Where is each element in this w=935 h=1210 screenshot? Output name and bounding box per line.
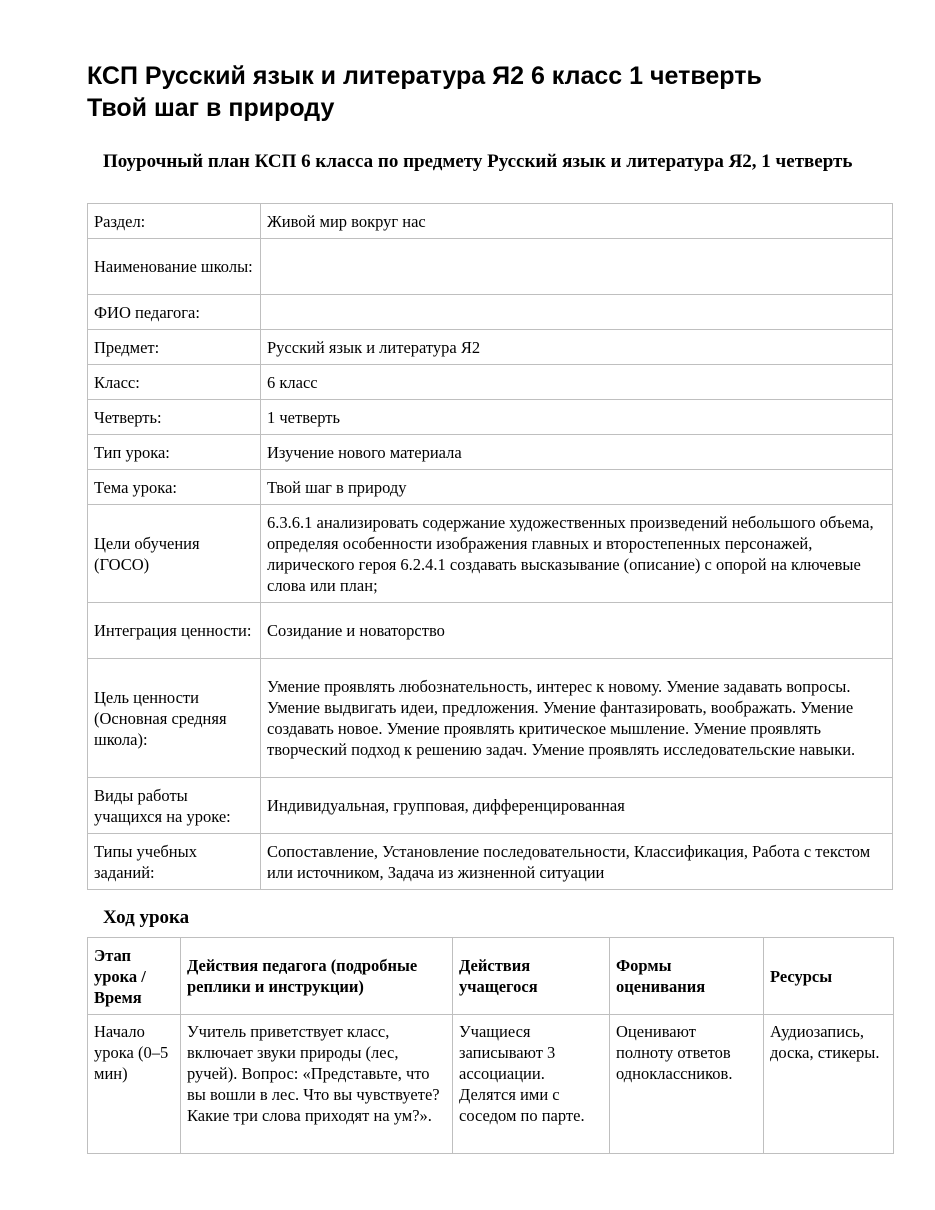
table-cell: Начало урока (0–5 мин)	[88, 1015, 181, 1154]
info-label: Раздел:	[88, 204, 261, 239]
info-label: Тип урока:	[88, 435, 261, 470]
column-header: Формы оценивания	[610, 938, 764, 1015]
lesson-heading: Ход урока	[103, 907, 190, 928]
column-header: Действия учащегося	[453, 938, 610, 1015]
table-row	[88, 435, 893, 470]
table-row	[88, 204, 893, 239]
info-label: Тема урока:	[88, 470, 261, 505]
table-row	[88, 295, 893, 330]
info-label: Цель ценности (Основная средняя школа):	[88, 659, 261, 778]
lesson-info-table	[87, 203, 893, 890]
info-value: 1 четверть	[261, 400, 893, 435]
table-cell: Учитель приветствует класс, включает звуки природы (лес, ручей). Вопрос: «Представьте, что вы вошли в лес. Что вы чувствуете? Какие три слова приходят на ум?».	[181, 1015, 453, 1154]
table-row	[88, 470, 893, 505]
info-label: Интеграция ценности:	[88, 603, 261, 659]
table-row	[88, 834, 893, 890]
table-cell: Оценивают полноту ответов одноклассников.	[610, 1015, 764, 1154]
info-value: Индивидуальная, групповая, дифференцированная	[261, 778, 893, 834]
info-label: Наименование школы:	[88, 239, 261, 295]
info-label: ФИО педагога:	[88, 295, 261, 330]
table-row	[88, 659, 893, 778]
table-row	[88, 330, 893, 365]
table-row	[88, 400, 893, 435]
table-cell: Аудиозапись, доска, стикеры.	[764, 1015, 894, 1154]
column-header: Ресурсы	[764, 938, 894, 1015]
info-label: Виды работы учащихся на уроке:	[88, 778, 261, 834]
plan-heading: Поурочный план КСП 6 класса по предмету Русский язык и литература Я2, 1 четверть	[103, 151, 853, 172]
info-value: Живой мир вокруг нас	[261, 204, 893, 239]
info-value	[261, 295, 893, 330]
info-value: Умение проявлять любознательность, интерес к новому. Умение задавать вопросы. Умение выдвигать идеи, предложения. Умение фантазировать, воображать. Умение создавать новое. Умение проявлять критическое мышление. Умение проявлять творческий подход к решению задач. Умение проявлять исследовательские навыки.	[261, 659, 893, 778]
info-value: 6 класс	[261, 365, 893, 400]
table-row	[88, 365, 893, 400]
column-header: Этап урока / Время	[88, 938, 181, 1015]
table-row	[88, 603, 893, 659]
info-label: Предмет:	[88, 330, 261, 365]
table-row	[88, 1015, 894, 1154]
info-value: Твой шаг в природу	[261, 470, 893, 505]
column-header: Действия педагога (подробные реплики и инструкции)	[181, 938, 453, 1015]
info-value: 6.3.6.1 анализировать содержание художественных произведений небольшого объема, определяя особенности изображения главных и второстепенных персонажей, лирического героя 6.2.4.1 создавать высказывание (описание) с опорой на ключевые слова или план;	[261, 505, 893, 603]
info-value: Изучение нового материала	[261, 435, 893, 470]
table-row	[88, 239, 893, 295]
info-label: Класс:	[88, 365, 261, 400]
info-value: Созидание и новаторство	[261, 603, 893, 659]
info-label: Четверть:	[88, 400, 261, 435]
document-title-line-2: Твой шаг в природу	[87, 94, 335, 122]
info-label: Цели обучения (ГОСО)	[88, 505, 261, 603]
table-cell: Учащиеся записывают 3 ассоциации. Делятся ими с соседом по парте.	[453, 1015, 610, 1154]
table-row	[88, 505, 893, 603]
lesson-flow-table	[87, 937, 894, 1154]
document-title	[87, 60, 887, 124]
info-value	[261, 239, 893, 295]
table-row	[88, 778, 893, 834]
table-header-row	[88, 938, 894, 1015]
info-label: Типы учебных заданий:	[88, 834, 261, 890]
document-title-line-1: КСП Русский язык и литература Я2 6 класс 1 четверть	[87, 62, 762, 90]
info-value: Сопоставление, Установление последовательности, Классификация, Работа с текстом или источником, Задача из жизненной ситуации	[261, 834, 893, 890]
info-value: Русский язык и литература Я2	[261, 330, 893, 365]
